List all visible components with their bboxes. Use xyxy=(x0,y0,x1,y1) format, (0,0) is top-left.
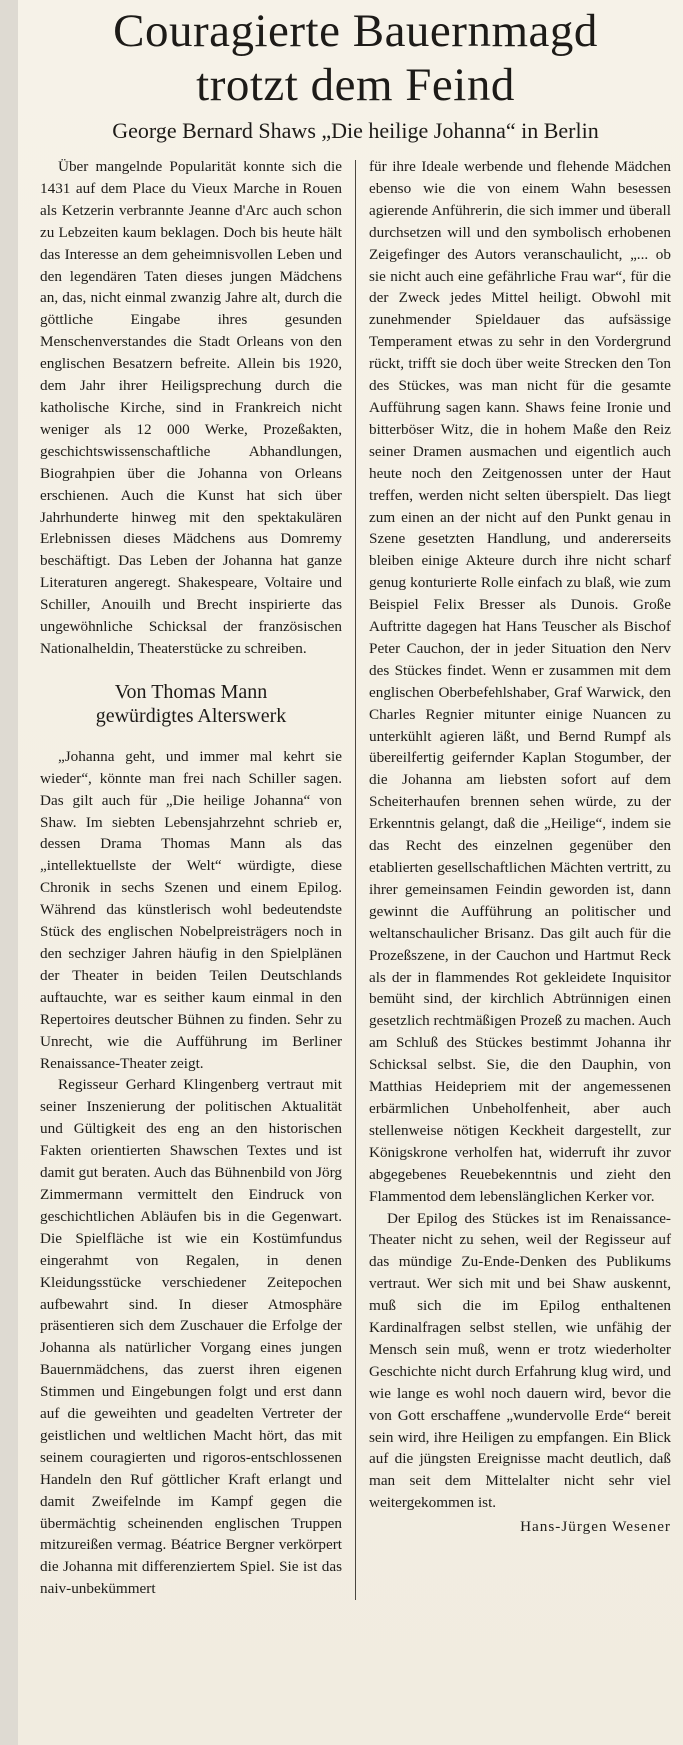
headline-line-2: trotzt dem Feind xyxy=(196,59,515,111)
subhead-line-1: Von Thomas Mann xyxy=(114,680,268,703)
paragraph-regisseur: Regisseur Gerhard Klingenberg vertraut mit seiner Inszenierung der politischen Aktualität und Gültigkeit des eng an den historischen Fakten orientierten Shawschen Textes und ist damit gut beraten. Auch das Bühnenbild von Jörg Zimmermann vermittelt den Eindruck von geschichtlichen Abläufen bis in die Gegenwart. Die Spielfläche ist wie ein Kostümfundus eingerahmt von Regalen, in denen Kleidungsstücke verschiedener Zeitepochen aufbewahrt sind. In dieser Atmosphäre präsentieren sich dem Zuschauer die Erfolge der Johanna als natürlicher Vorgang eines jungen Bauernmädchens, das zuerst ihren eigenen Stimmen und Eingebungen folgt und erst dann auf die geweihten und geadelten Vertreter der geistlichen und weltlichen Macht hört, das mit seinem couragierten und rigoros-entschlossenen Handeln den Ruf göttlicher Kraft erlangt und damit Zweifelnde im Kampf gegen die übermächtig scheinenden englischen Truppen mitzureißen vermag. Béatrice Bergner verkörpert die Johanna mit differenziertem Spiel. Sie ist das naiv-unbekümmert xyxy=(40,1076,342,1598)
paragraph-continuation: für ihre Ideale werbende und flehende Mädchen ebenso wie die von einem Wahn besessen agierende Anführerin, die sich immer und überall durchsetzen will und den symbolisch erhobenen Zeigefinger des Autors veranschaulicht, „... ob sie nicht auch eine gefährliche Frau war“, für die der Zweck jedes Mittel heiligt. Obwohl mit zunehmender Spieldauer das aufsässige Temperament etwas zu sehr in den Vordergrund rückt, trifft sie doch über weite Strecken den Ton des Stückes, was man nicht für die gesamte Aufführung sagen kann. Shaws feine Ironie und bitterböser Witz, die in hohem Maße den Reiz seiner Dramen ausmachen und eigentlich auch heute noch den Zeitgenossen unter der Haut treffen, werden nicht selten überspielt. Das liegt zum einen an der nicht auf den Punkt genau in Szene gesetzten Handlung, und andererseits bleiben einige Akteure durch ihre nicht scharf genug konturierte Rolle einfach zu blaß, wie zum Beispiel Felix Bresser als Dunois. Große Auftritte dagegen hat Hans Teuscher als Bischof Peter Cauchon, der in jeder Situation den Nerv des Stückes findet. Wenn er zusammen mit dem englischen Oberbefehlshaber, Graf Warwick, den Charles Regnier mitunter einige Nuancen zu unterkühlt agieren läßt, und Bernd Rumpf als übereilfertig geifernder Kaplan Stogumber, der die Johanna am liebsten sofort auf dem Scheiterhaufen brennen sehen würde, zu der Erkenntnis gelangt, daß die „Heilige“, indem sie das Recht des einzelnen gegenüber den etablierten gesellschaftlichen Mächten vertritt, zu ihrer gemeinsamen Feindin geworden ist, dann gewinnt die Aufführung an politischer und weltanschaulicher Brisanz. Das gilt auch für die Prozeßszene, in der Cauchon und Hartmut Reck als der in flammendes Rot gekleidete Inquisitor bemüht sind, der kirchlich Abtrünnigen einen gesetzlich rechtmäßigen Prozeß zu machen. Auch am Schluß des Stückes bestimmt Johanna ihr Schicksal selbst. Sie, die den Dauphin, von Matthias Heidepriem mit der angemessenen erbärmlichen Unbeholfenheit, aber auch stellenweise nötigen Keckheit dargestellt, zur Königskrone verholfen hat, widerruft ihr zuvor abgegebenes Reuebekenntnis und zieht den Flammentod dem lebenslänglichen Kerker vor. xyxy=(369,158,671,1205)
right-column xyxy=(369,156,671,1600)
headline xyxy=(40,4,671,112)
subhead-line-2: gewürdigtes Alterswerk xyxy=(95,704,287,727)
paragraph-johanna: „Johanna geht, und immer mal kehrt sie wieder“, könnte man frei nach Schiller sagen. Das gilt auch für „Die heilige Johanna“ von Shaw. Im siebten Lebensjahrzehnt schrieb er, dessen Drama Thomas Mann als das „intellektuellste der Welt“ würdigte, diese Chronik in sechs Szenen und einem Epilog. Während das künstlerisch wohl bedeutendste Stück des englischen Nobelpreisträgers noch in den sechziger Jahren häufig in den Spielplänen der Theater in beiden Teilen Deutschlands auftauchte, war es seither kaum einmal in den Repertoires deutscher Bühnen zu finden. Sehr zu Unrecht, wie die Aufführung im Berliner Renaissance-Theater zeigt. xyxy=(40,747,342,1072)
page-edge-shadow xyxy=(0,0,18,1745)
column-divider xyxy=(355,160,356,1600)
paragraph-intro: Über mangelnde Popularität konnte sich die 1431 auf dem Place du Vieux Marche in Rouen als Ketzerin verbrannte Jeanne d'Arc auch schon zu Lebzeiten kaum beklagen. Doch bis heute hält das Interesse an dem geheimnisvollen Leben und den legendären Taten dieses jungen Mädchens an, das, nicht einmal zwanzig Jahre alt, durch die göttliche Eingabe ihres gesunden Menschenverstandes die Stadt Orleans von den englischen Besatzern befreite. Allein bis 1920, dem Jahr ihrer Heiligsprechung durch die katholische Kirche, sind in Frankreich nicht weniger als 12 000 Werke, Prozeßakten, geschichtswissenschaftliche Abhandlungen, Biograhpien über die Johanna von Orleans erschienen. Auch die Kunst hat sich über Jahrhunderte hinweg mit den spektakulären Erlebnissen dieses Mädchens aus Domremy beschäftigt. Das Leben der Johanna hat ganze Literaturen angeregt. Shakespeare, Voltaire und Schiller, Anouilh und Brecht inspirierte das ungewöhnliche Schicksal der französischen Nationalheldin, Theaterstücke zu schreiben. xyxy=(40,158,342,657)
author-byline: Hans-Jürgen Wesener xyxy=(520,1518,671,1536)
paragraph-epilog: Der Epilog des Stückes ist im Renaissance-Theater nicht zu sehen, weil der Regisseur auf das mündige Zu-Ende-Denken des Publikums vertraut. Wer sich mit und bei Shaw auskennt, muß sich die im Epilog enthaltenen Kardinalfragen selbst stellen, wie unfähig der Mensch sein muß, wenn er trotz wiederholter Geschichte nicht durch Erfahrung klug wird, und wie lange es wohl noch dauern wird, bevor die von Gott erschaffene „wundervolle Erde“ bereit sein wird, ihre Heiligen zu empfangen. Ein Blick auf die jüngsten Ereignisse macht deutlich, daß man seit dem Mittelalter nicht sehr viel weitergekommen ist. xyxy=(369,1209,671,1512)
headline-line-1: Couragierte Bauernmagd xyxy=(113,5,598,57)
left-column xyxy=(40,156,342,1600)
article-columns xyxy=(40,156,671,1600)
subheadline: George Bernard Shaws „Die heilige Johanna“ in Berlin xyxy=(112,118,599,143)
section-subhead xyxy=(40,680,342,728)
